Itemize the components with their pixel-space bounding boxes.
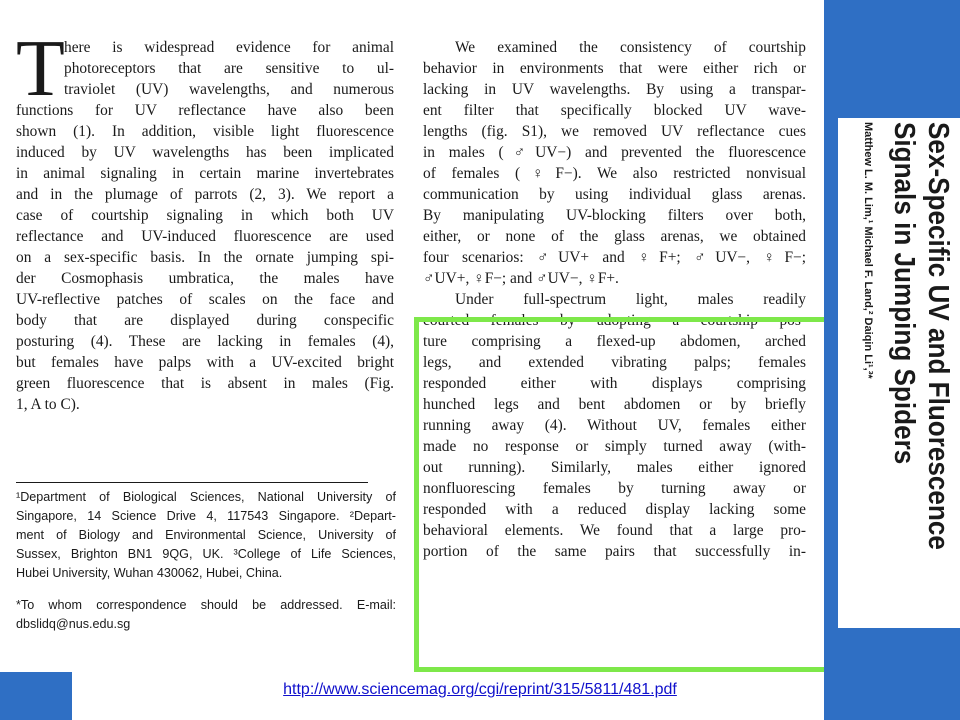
text-line: ture comprising a flexed-up abdomen, arched — [423, 333, 806, 350]
text-line: but females have palps with a UV-excited bright — [16, 354, 394, 371]
text-line: behavior in environments that were either rich or — [423, 60, 806, 77]
text-line: either, or none of the glass arenas, we obtained — [423, 228, 806, 245]
text-line: case of courtship signaling in which both UV — [16, 207, 394, 224]
text-line: behavioral elements. We found that a large pro- — [423, 522, 806, 539]
text-line: and in the plumage of parrots (2, 3). We report a — [16, 186, 394, 203]
text-line: posturing (4). These are lacking in females (4), — [16, 333, 394, 350]
text-line: in males (♂UV−) and prevented the fluorescence — [423, 144, 806, 161]
text-line: traviolet (UV) wavelengths, and numerous — [64, 81, 394, 98]
article-title-line2: Signals in Jumping Spiders — [888, 122, 920, 465]
text-line: four scenarios: ♂UV+ and ♀F+; ♂UV−, ♀F−; — [423, 249, 806, 266]
affiliation-line: Singapore, 14 Science Drive 4, 117543 Singapore. ²Depart- — [16, 509, 396, 523]
text-line: lacking in UV wavelengths. By using a transpar- — [423, 81, 806, 98]
text-line: body that are displayed during conspecific — [16, 312, 394, 329]
text-line: in animal signaling in certain marine invertebrates — [16, 165, 394, 182]
rotated-title-strip — [838, 118, 960, 628]
affiliations — [16, 488, 396, 583]
right-column — [423, 37, 806, 562]
text-line: made no response or simply turned away (with- — [423, 438, 806, 455]
text-line: legs, and extended vibrating palps; females — [423, 354, 806, 371]
correspondence-line: *To whom correspondence should be addressed. E-mail: — [16, 598, 396, 612]
correspondence-line: dbslidq@nus.edu.sg — [16, 617, 131, 631]
text-line: nonfluorescing females by turning away or — [423, 480, 806, 497]
correspondence-note — [16, 596, 396, 634]
text-line: photoreceptors that are sensitive to ul- — [64, 60, 394, 77]
text-line: hunched legs and bent abdomen or by briefly — [423, 396, 806, 413]
text-line: portion of the same pairs that successfully in- — [423, 543, 806, 560]
text-line: ♂UV+, ♀F−; and ♂UV−, ♀F+. — [423, 270, 619, 287]
text-line: UV-reflective patches of scales on the face and — [16, 291, 394, 308]
affiliation-line: ment of Biology and Environmental Science, University of — [16, 528, 396, 542]
affiliation-line: ¹Department of Biological Sciences, National University of — [16, 490, 396, 504]
article-title-line1: Sex-Specific UV and Fluorescence — [922, 122, 954, 550]
text-line: courted females by adopting a courtship pos- — [423, 312, 806, 329]
title-block — [838, 118, 960, 628]
drop-cap: T — [16, 25, 65, 113]
text-line: Under full-spectrum light, males readily — [455, 291, 806, 308]
left-column — [16, 25, 394, 415]
text-line: responded either with displays comprising — [423, 375, 806, 392]
affiliation-line: Sussex, Brighton BN1 9QG, UK. ³College of Life Sciences, — [16, 547, 396, 561]
source-url — [0, 681, 960, 699]
text-line: out running). Similarly, males either ignored — [423, 459, 806, 476]
text-line: shown (1). In addition, visible light fluorescence — [16, 123, 394, 140]
text-line: lengths (fig. S1), we removed UV reflectance cues — [423, 123, 806, 140]
text-line: der Cosmophasis umbratica, the males have — [16, 270, 394, 287]
text-line: reflectance and UV-induced fluorescence are used — [16, 228, 394, 245]
text-line: of females (♀F−). We also restricted nonvisual — [423, 165, 806, 182]
footnote-rule — [16, 482, 368, 483]
text-line: running away (4). Without UV, females either — [423, 417, 806, 434]
text-line: responded with a reduced display lacking some — [423, 501, 806, 518]
text-line: 1, A to C). — [16, 396, 80, 413]
text-line: communication by using individual glass arenas. — [423, 186, 806, 203]
author-list: Matthew L. M. Lim,¹ Michael F. Land,² Daiqin Li¹,³* — [862, 122, 874, 379]
source-url-link[interactable]: http://www.sciencemag.org/cgi/reprint/315/5811/481.pdf — [283, 681, 677, 698]
affiliation-line: Hubei University, Wuhan 430062, Hubei, China. — [16, 566, 283, 580]
text-line: on a sex-specific basis. In the ornate jumping spi- — [16, 249, 394, 266]
text-line: here is widespread evidence for animal — [64, 39, 394, 56]
text-line: induced by UV wavelengths has been implicated — [16, 144, 394, 161]
text-line: By manipulating UV-blocking filters over both, — [423, 207, 806, 224]
text-line: functions for UV reflectance have also been — [16, 102, 394, 119]
text-line: ent filter that specifically blocked UV wave- — [423, 102, 806, 119]
text-line: green fluorescence that is absent in males (Fig. — [16, 375, 394, 392]
text-line: We examined the consistency of courtship — [455, 39, 806, 56]
